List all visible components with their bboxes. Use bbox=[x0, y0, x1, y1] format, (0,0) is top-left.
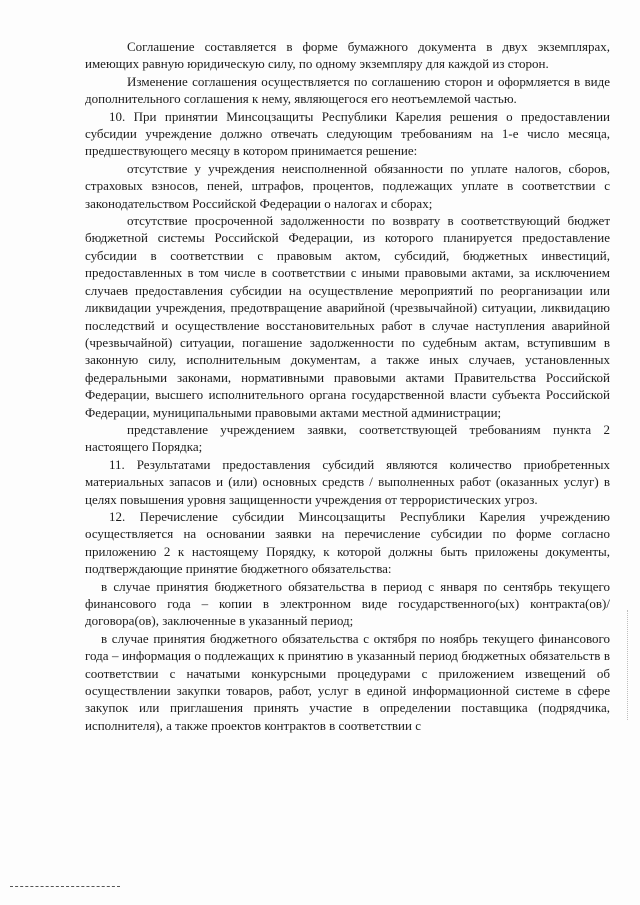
paragraph: в случае принятия бюджетного обязательства в период с января по сентябрь текущего финансового года – копии в электронном виде государственного(ых) контракта(ов)/договора(ов), заключенные в указанный период; bbox=[85, 578, 610, 629]
paragraph-item-12: 12. Перечисление субсидии Минсоцзащиты Республики Карелия учреждению осуществляется на основании заявки на перечисление субсидии по форме согласно приложению 2 к настоящему Порядку, к которой должны быть приложены документы, подтверждающие принятие бюджетного обязательства: bbox=[85, 508, 610, 577]
paragraph: Соглашение составляется в форме бумажного документа в двух экземплярах, имеющих равную юридическую силу, по одному экземпляру для каждой из сторон. bbox=[85, 39, 610, 72]
paragraph-item-10: 10. При принятии Минсоцзащиты Республики Карелия решения о предоставлении субсидии учреждение должно отвечать следующим требованиям на 1-е число месяца, предшествующего месяцу в котором принимается решение: bbox=[85, 108, 610, 159]
footnote-separator bbox=[10, 886, 120, 887]
scan-margin-mark bbox=[627, 610, 631, 720]
document-body bbox=[85, 38, 610, 734]
paragraph: в случае принятия бюджетного обязательства с октября по ноябрь текущего финансового года – информация о подлежащих к принятию в указанный период бюджетных обязательств в соответствии с начатыми конкурсными процедурами с приложением извещений об осуществлении закупки товаров, работ, услуг в единой информационной системе в сфере закупок или приглашения принять участие в определении поставщика (подрядчика, исполнителя), а также проектов контрактов в соответствии с bbox=[85, 630, 610, 733]
paragraph: Изменение соглашения осуществляется по соглашению сторон и оформляется в виде дополнительного соглашения к нему, являющегося его неотъемлемой частью. bbox=[85, 73, 610, 107]
paragraph: отсутствие просроченной задолженности по возврату в соответствующий бюджет бюджетной системы Российской Федерации, из которого планируется предоставление субсидии в соответствии с правовым актом, субсидий, бюджетных инвестиций, предоставленных в том числе в соответствии с иными правовыми актами, за исключением случаев предоставления субсидии на осуществление мероприятий по реорганизации или ликвидации учреждения, предотвращение аварийной (чрезвычайной) ситуации, ликвидацию последствий и осуществление восстановительных работ в случае наступления аварийной (чрезвычайной) ситуации, погашение задолженности по судебным актам, вступившим в законную силу, исполнительным документам, а также иных случаев, установленных федеральными законами, нормативными правовыми актами Правительства Российской Федерации, высшего исполнительного органа государственной власти субъекта Российской Федерации, муниципальными правовыми актами местной администрации; bbox=[85, 213, 610, 420]
paragraph-item-11: 11. Результатами предоставления субсидий являются количество приобретенных материальных запасов и (или) основных средств / выполненных работ (оказанных услуг) в целях повышения уровня защищенности учреждения от террористических угроз. bbox=[85, 456, 610, 507]
paragraph: представление учреждением заявки, соответствующей требованиям пункта 2 настоящего Порядка; bbox=[85, 421, 610, 455]
paragraph: отсутствие у учреждения неисполненной обязанности по уплате налогов, сборов, страховых взносов, пеней, штрафов, процентов, подлежащих уплате в соответствии с законодательством Российской Федерации о налогах и сборах; bbox=[85, 160, 610, 211]
